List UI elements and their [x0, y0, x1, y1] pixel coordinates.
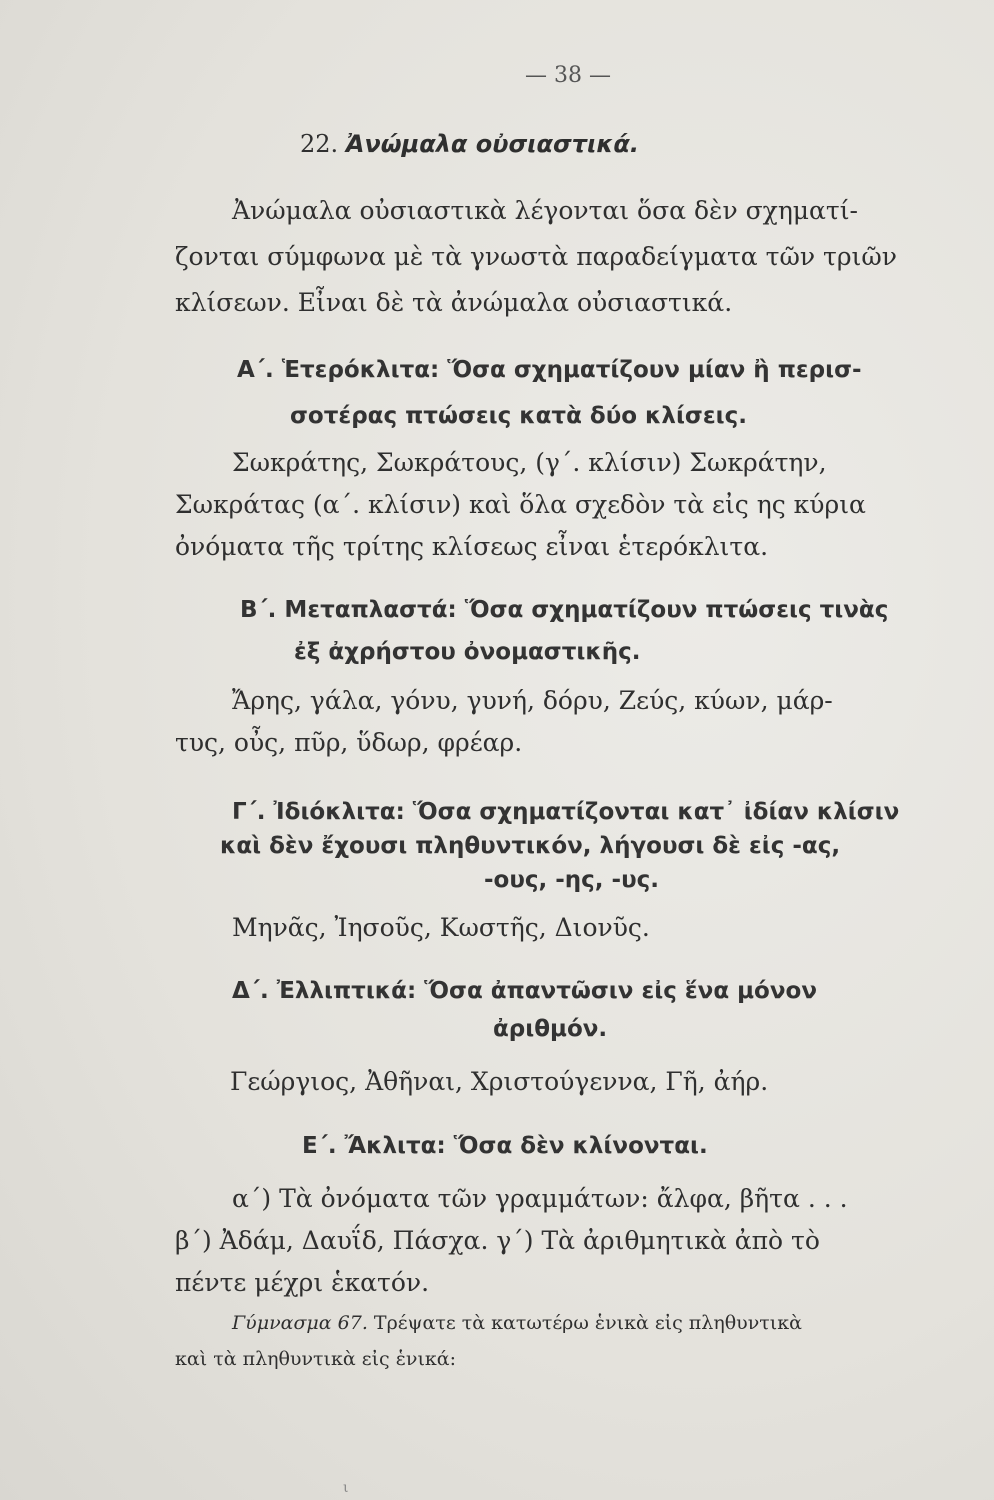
intro-line-1: Ἀνώμαλα οὐσιαστικὰ λέγονται ὅσα δὲν σχηματί- [232, 196, 859, 225]
intro-line-2: ζονται σύμφωνα μὲ τὰ γνωστὰ παραδείγματα τῶν τριῶν [175, 242, 897, 271]
examples-a-line-2: Σωκράτας (α΄. κλίσιν) καὶ ὅλα σχεδὸν τὰ εἰς ης κύρια [175, 490, 866, 519]
heading-g-line-3: -ους, -ης, -υς. [484, 867, 660, 893]
examples-d-line-1: Γεώργιος, Ἀθῆναι, Χριστούγεννα, Γῆ, ἀήρ. [230, 1067, 769, 1096]
heading-d-line-2: ἀριθμόν. [493, 1016, 608, 1042]
page-number: — 38 — [525, 63, 611, 88]
heading-a-line-2: σοτέρας πτώσεις κατὰ δύο κλίσεις. [290, 403, 747, 429]
examples-g-line-1: Μηνᾶς, Ἰησοῦς, Κωστῆς, Διονῦς. [232, 913, 650, 942]
section-title [300, 128, 639, 160]
exercise-line-2: καὶ τὰ πληθυντικὰ εἰς ἑνικά: [175, 1348, 457, 1370]
heading-g-line-1: Γ΄. Ἰδιόκλιτα: Ὅσα σχηματίζονται κατ᾽ ἰδίαν κλίσιν [232, 799, 900, 825]
intro-line-3: κλίσεων. Εἶναι δὲ τὰ ἀνώμαλα οὐσιαστικά. [175, 288, 733, 317]
exercise-line-1 [232, 1310, 802, 1336]
examples-a-line-1: Σωκράτης, Σωκράτους, (γ΄. κλίσιν) Σωκράτην, [232, 448, 827, 477]
examples-e-line-2: β΄) Ἀδάμ, Δαυΐδ, Πάσχα. γ΄) Τὰ ἀριθμητικὰ ἀπὸ τὸ [175, 1226, 820, 1255]
section-title-text: Ἀνώμαλα οὐσιαστικά. [345, 130, 640, 158]
examples-e-line-3: πέντε μέχρι ἑκατόν. [175, 1268, 430, 1297]
section-number: 22. [300, 130, 339, 158]
heading-b-line-1: Β΄. Μεταπλαστά: Ὅσα σχηματίζουν πτώσεις τινὰς [240, 597, 889, 623]
examples-e-line-1: α΄) Τὰ ὀνόματα τῶν γραμμάτων: ἄλφα, βῆτα . . . [232, 1184, 848, 1213]
heading-d-line-1: Δ΄. Ἐλλιπτικά: Ὅσα ἀπαντῶσιν εἰς ἕνα μόνον [232, 978, 817, 1004]
examples-a-line-3: ὀνόματα τῆς τρίτης κλίσεως εἶναι ἑτερόκλιτα. [175, 532, 769, 561]
heading-a-line-1: Α΄. Ἑτερόκλιτα: Ὅσα σχηματίζουν μίαν ἢ περισ- [237, 357, 862, 383]
heading-g-line-2: καὶ δὲν ἔχουσι πληθυντικόν, λήγουσι δὲ εἰς -ας, [220, 833, 841, 859]
signature-mark: ι [343, 1480, 349, 1496]
exercise-label: Γύμνασμα 67. [232, 1312, 368, 1334]
heading-e-line-1: Ε΄. Ἄκλιτα: Ὅσα δὲν κλίνονται. [302, 1133, 708, 1159]
exercise-text-1: Τρέψατε τὰ κατωτέρω ἑνικὰ εἰς πληθυντικὰ [373, 1312, 802, 1334]
examples-b-line-2: τυς, οὖς, πῦρ, ὕδωρ, φρέαρ. [175, 728, 523, 757]
heading-b-line-2: ἐξ ἀχρήστου ὀνομαστικῆς. [294, 639, 641, 665]
examples-b-line-1: Ἄρης, γάλα, γόνυ, γυνή, δόρυ, Ζεύς, κύων, μάρ- [232, 686, 833, 715]
